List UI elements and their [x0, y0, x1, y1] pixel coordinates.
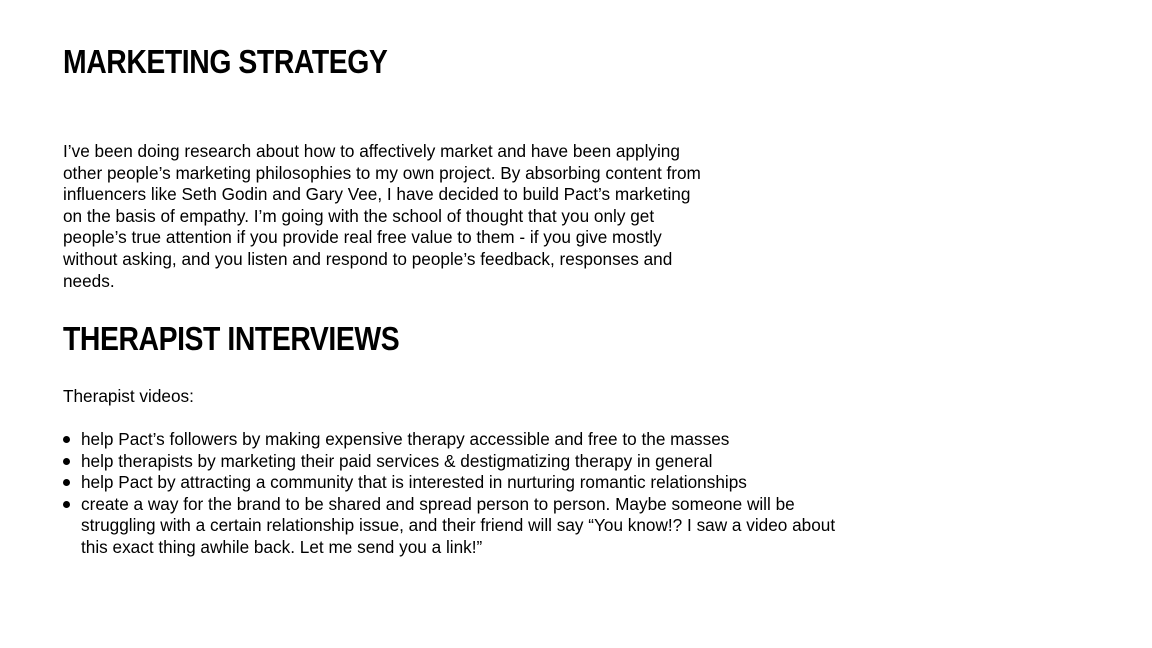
list-item	[63, 472, 863, 494]
bullet-icon	[63, 479, 70, 486]
therapist-interviews-heading: THERAPIST INTERVIEWS	[63, 320, 400, 357]
list-item-text: help Pact by attracting a community that is interested in nurturing romantic relationships	[81, 472, 747, 493]
list-item	[63, 451, 863, 473]
marketing-strategy-paragraph: I’ve been doing research about how to affectively market and have been applying other people’s marketing philosophies to my own project. By absorbing content from influencers like Seth Godin and Gary Vee, I have decided to build Pact’s marketing on the basis of empathy. I’m going with the school of thought that you only get people’s true attention if you provide real free value to them - if you give mostly without asking, and you listen and respond to people’s feedback, responses and needs.	[63, 141, 701, 291]
therapist-videos-label: Therapist videos:	[63, 386, 194, 406]
list-item	[63, 429, 863, 451]
bullet-icon	[63, 458, 70, 465]
marketing-strategy-heading: MARKETING STRATEGY	[63, 43, 388, 80]
bullet-icon	[63, 436, 70, 443]
list-item	[63, 494, 863, 559]
list-item-text: create a way for the brand to be shared and spread person to person. Maybe someone will be struggling with a certain relationship issue, and their friend will say “You know!? I saw a video about this exact thing awhile back. Let me send you a link!”	[81, 493, 836, 557]
list-item-text: help Pact’s followers by making expensive therapy accessible and free to the masses	[81, 429, 730, 449]
therapist-videos-list	[63, 429, 863, 559]
bullet-icon	[63, 501, 70, 508]
list-item-text: help therapists by marketing their paid services & destigmatizing therapy in general	[81, 450, 713, 471]
